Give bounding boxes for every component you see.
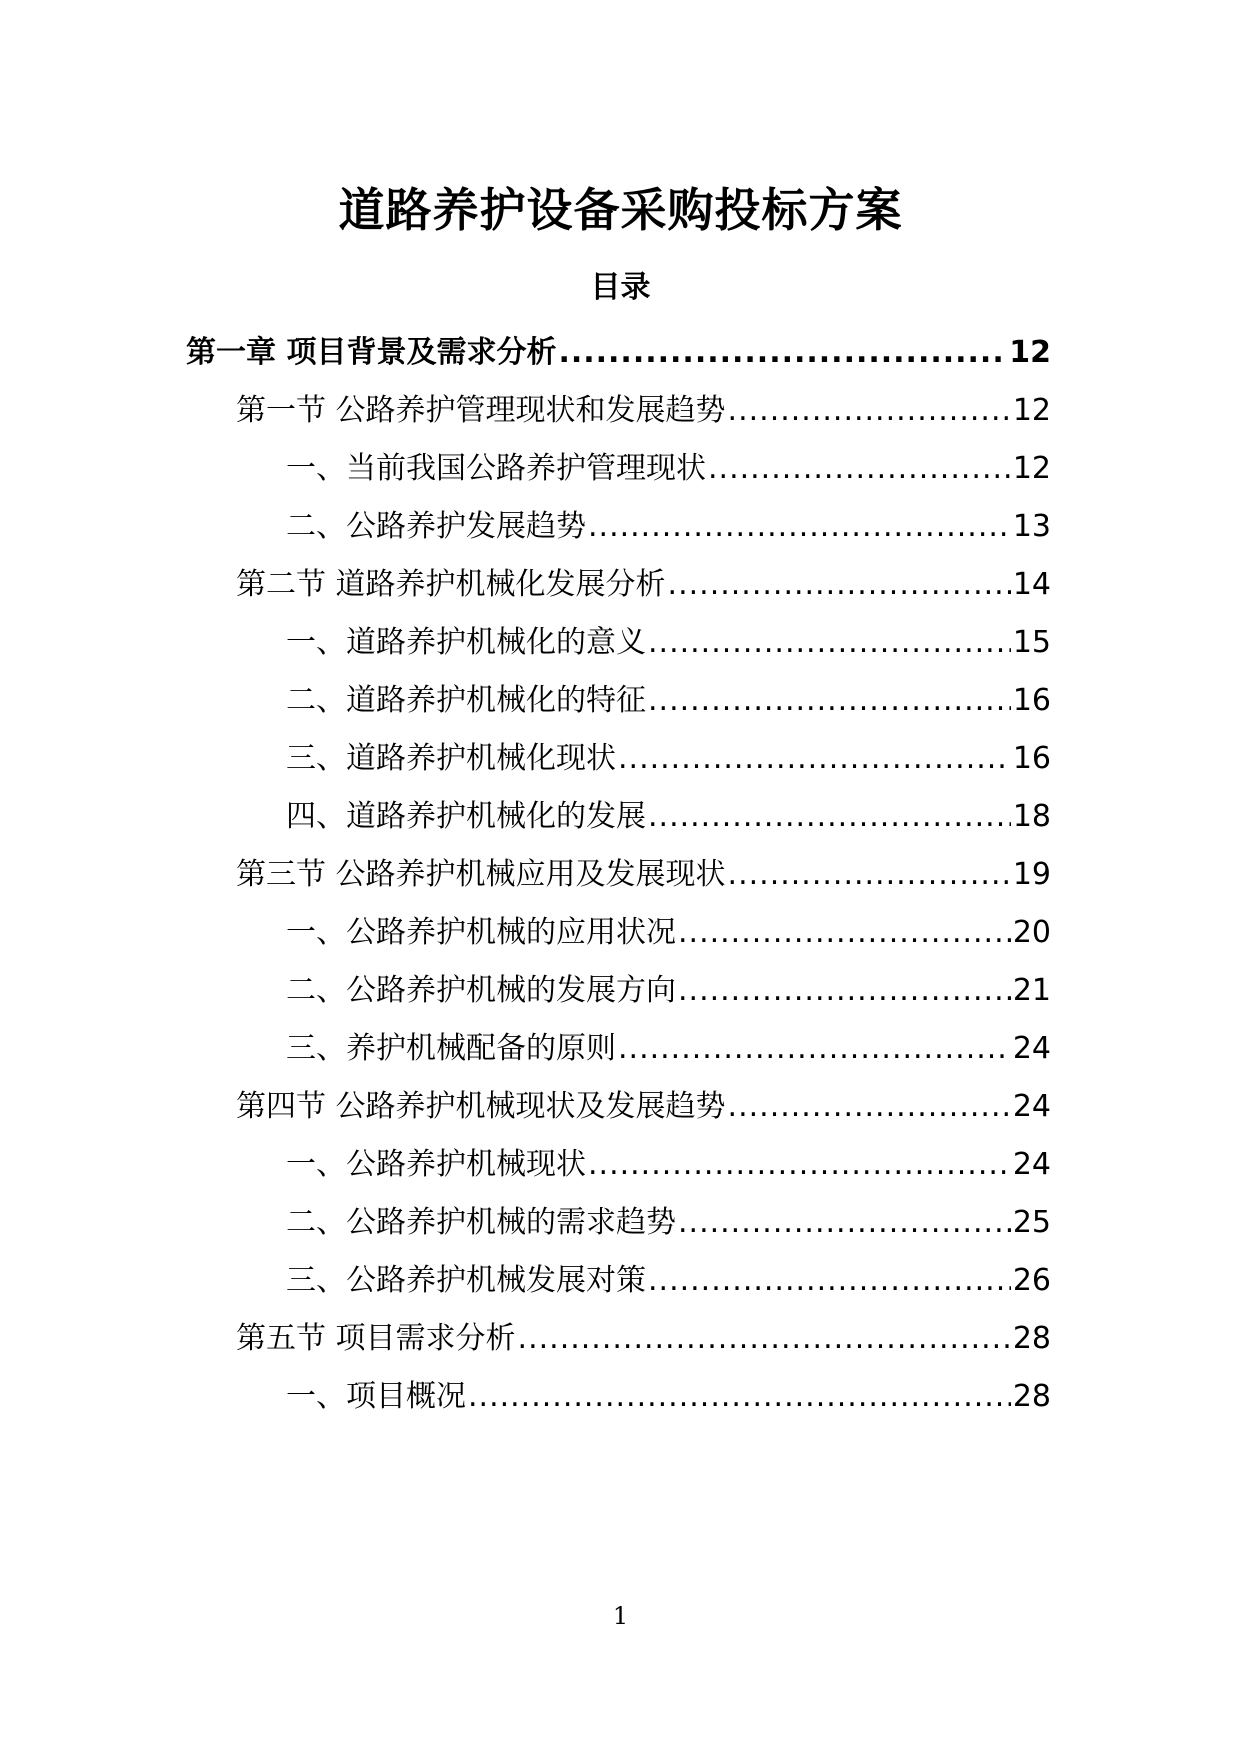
toc-entry-page: 24 [1012,1031,1051,1066]
toc-entry-subsection[interactable] [286,910,1051,956]
dot-leader [468,1374,1011,1420]
toc-entry-page: 14 [1012,567,1051,602]
toc-entry-title: 三、道路养护机械化现状 [286,741,616,776]
toc-entry-page: 12 [1012,393,1051,428]
dot-leader [728,388,1011,434]
toc-entry-section[interactable] [236,1316,1051,1362]
dot-leader [708,446,1011,492]
toc-entry-subsection[interactable] [286,620,1051,666]
dot-leader [588,504,1011,550]
toc-entry-page: 16 [1012,741,1051,776]
dot-leader [678,968,1011,1014]
toc-entry-subsection[interactable] [286,1258,1051,1304]
page-number: 1 [612,1602,629,1630]
toc-entry-subsection[interactable] [286,1026,1051,1072]
toc-entry-page: 24 [1012,1147,1051,1182]
document-title: 道路养护设备采购投标方案 [338,183,903,237]
toc-entry-title: 第二节 道路养护机械化发展分析 [236,567,666,602]
toc-entry-section[interactable] [236,852,1051,898]
toc-entry-page: 19 [1012,857,1051,892]
toc-heading: 目录 [590,270,651,305]
toc-entry-title: 第一节 公路养护管理现状和发展趋势 [236,393,726,428]
dot-leader [648,1258,1011,1304]
toc-entry-page: 21 [1012,973,1051,1008]
toc-entry-subsection[interactable] [286,968,1051,1014]
toc-entry-page: 26 [1012,1263,1051,1298]
dot-leader [678,1200,1011,1246]
toc-entry-title: 第三节 公路养护机械应用及发展现状 [236,857,726,892]
toc-entry-title: 一、道路养护机械化的意义 [286,625,646,660]
toc-entry-subsection[interactable] [286,1142,1051,1188]
toc-entry-section[interactable] [236,1084,1051,1130]
toc-entry-title: 第四节 公路养护机械现状及发展趋势 [236,1089,726,1124]
toc-entry-subsection[interactable] [286,1374,1051,1420]
toc-entry-title: 二、道路养护机械化的特征 [286,683,646,718]
toc-entry-title: 二、公路养护发展趋势 [286,509,586,544]
toc-entry-title: 四、道路养护机械化的发展 [286,799,646,834]
dot-leader [648,678,1011,724]
toc-entry-page: 20 [1012,915,1051,950]
toc-entry-title: 二、公路养护机械的发展方向 [286,973,676,1008]
dot-leader [728,852,1011,898]
toc-entry-subsection[interactable] [286,504,1051,550]
toc-entry-page: 12 [1009,335,1051,370]
toc-entry-title: 一、公路养护机械的应用状况 [286,915,676,950]
toc-entry-subsection[interactable] [286,678,1051,724]
toc-entry-title: 一、当前我国公路养护管理现状 [286,451,706,486]
dot-leader [618,736,1011,782]
toc-entry-title: 第五节 项目需求分析 [236,1321,516,1356]
toc-entry-section[interactable] [236,388,1051,434]
toc-entry-page: 13 [1012,509,1051,544]
toc-entry-page: 18 [1012,799,1051,834]
toc-entry-title: 第一章 项目背景及需求分析 [186,335,557,370]
dot-leader [648,620,1011,666]
dot-leader [518,1316,1011,1362]
toc-entry-subsection[interactable] [286,1200,1051,1246]
dot-leader [618,1026,1011,1072]
toc-entry-page: 12 [1012,451,1051,486]
dot-leader [558,330,1007,376]
toc-entry-chapter[interactable] [186,330,1051,376]
toc-entry-page: 15 [1012,625,1051,660]
toc-entry-page: 28 [1012,1379,1051,1414]
toc-entry-subsection[interactable] [286,794,1051,840]
toc-entry-title: 一、项目概况 [286,1379,466,1414]
toc-entry-page: 24 [1012,1089,1051,1124]
toc-entry-title: 二、公路养护机械的需求趋势 [286,1205,676,1240]
dot-leader [648,794,1011,840]
toc-entry-subsection[interactable] [286,446,1051,492]
dot-leader [588,1142,1011,1188]
toc-entry-title: 三、公路养护机械发展对策 [286,1263,646,1298]
toc-entry-title: 三、养护机械配备的原则 [286,1031,616,1066]
toc-entry-page: 28 [1012,1321,1051,1356]
toc-entry-page: 16 [1012,683,1051,718]
toc-entry-section[interactable] [236,562,1051,608]
toc-entry-subsection[interactable] [286,736,1051,782]
dot-leader [678,910,1011,956]
toc-entry-title: 一、公路养护机械现状 [286,1147,586,1182]
dot-leader [728,1084,1011,1130]
toc-entry-page: 25 [1012,1205,1051,1240]
dot-leader [668,562,1011,608]
